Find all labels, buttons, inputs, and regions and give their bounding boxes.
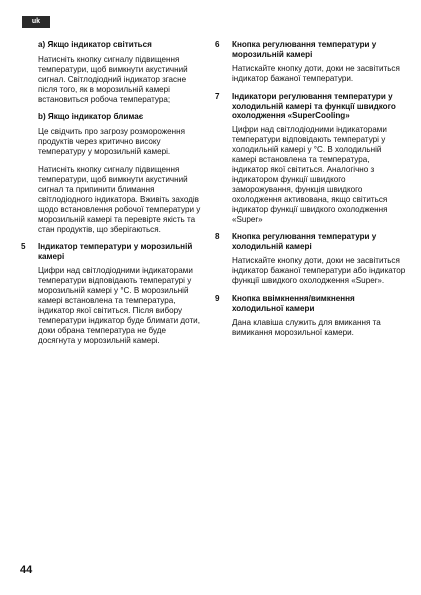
item-6-text: Натискайте кнопку доти, доки не засвітиться індикатор бажаної температури. — [232, 63, 400, 83]
item-6-heading: Кнопка регулювання температури у морозильній камері — [232, 40, 377, 59]
item-7-heading: Індикатори регулювання температури у холодильній камері та функції швидкого охолодження «SuperCooling» — [232, 91, 396, 121]
item-8 — [214, 232, 406, 286]
item-9-heading: Кнопка ввімкнення/вимкнення холодильної камери — [232, 293, 355, 313]
item-5-text: Цифри над світлодіодними індикаторами температури відповідають температурі у морозильній камері у °C. В морозильній камері встановлена та температура, індикатор якої світиться. Після вибору температури індикатор буде блимати доти, доки обрана температура не буде досягнута у морозильній камері. — [38, 266, 200, 345]
item-5-heading: Індикатор температури у морозильній камері — [38, 242, 193, 262]
item-6-number: 6 — [215, 40, 220, 49]
sub-item-b — [20, 112, 202, 234]
sub-item-a-text: Натисніть кнопку сигналу підвищення температури, щоб вимкнути акустичний сигнал. Світлодіодний індикатор згасне після того, як в морозильній камері встановиться робоча температура; — [38, 54, 188, 104]
item-9-number: 9 — [215, 293, 220, 303]
sub-item-b-text-1: Це свідчить про загрозу розмороження продуктів через критично високу температуру у морозильній камері. — [38, 127, 185, 157]
language-tag: uk — [22, 16, 50, 28]
item-7-number: 7 — [215, 91, 220, 101]
right-column — [214, 40, 406, 346]
item-5-number: 5 — [21, 242, 26, 252]
page-number: 44 — [20, 564, 33, 576]
left-column — [20, 40, 202, 353]
item-7 — [214, 92, 406, 225]
item-9-text: Дана клавіша служить для вмикання та вимикання морозильної камери. — [232, 317, 381, 337]
item-8-text: Натискайте кнопку доти, доки не засвітиться індикатор бажаної температури або індикатор функції швидкого охолодження «Super». — [232, 256, 406, 286]
item-8-heading: Кнопка регулювання температури у холодильній камері — [232, 232, 377, 252]
item-6 — [214, 40, 406, 84]
item-8-number: 8 — [215, 232, 220, 242]
sub-item-b-text-2: Натисніть кнопку сигналу підвищення температури, щоб вимкнути акустичний сигнал та припинити блимання світлодіодного індикатора. Вживіть заходів щодо встановлення робочої температури у морозильній камері та перевірте якість та стан продуктів, що зберігаються. — [38, 165, 201, 234]
item-9 — [214, 294, 406, 338]
item-5 — [20, 242, 202, 345]
sub-item-a-heading: a) Якщо індикатор світиться — [38, 40, 152, 49]
item-7-text: Цифри над світлодіодними індикаторами температури відповідають температурі у холодильній камері у °C. В холодильній камері встановлена та температура, індикатор якої світиться. Аналогічно з індикатором функції швидкого заморожування, функція швидкого охолодження активована, якщо світиться індикатор функції швидкого охолодження «Super» — [232, 125, 388, 224]
sub-item-b-heading: b) Якщо індикатор блимає — [38, 112, 144, 122]
sub-item-a — [20, 40, 202, 104]
